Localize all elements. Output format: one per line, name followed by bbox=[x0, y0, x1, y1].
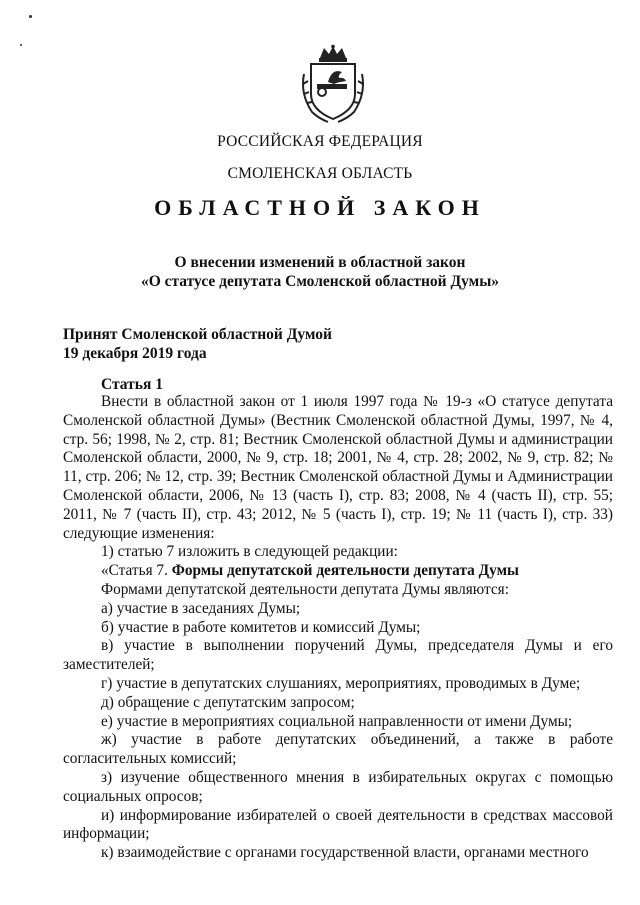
list-item: и) информирование избирателей о своей деятельности в средствах массовой информации; bbox=[63, 806, 613, 843]
list-item: д) обращение с депутатским запросом; bbox=[101, 693, 355, 711]
article-7-heading bbox=[63, 562, 613, 581]
article-7-title: Формы депутатской деятельности депутата Думы bbox=[171, 562, 519, 580]
list-item: б) участие в работе комитетов и комиссий Думы; bbox=[101, 618, 421, 636]
quote-prefix: «Статья 7. bbox=[101, 562, 172, 580]
list-item: з) изучение общественного мнения в избирательных округах с помощью социальных опросов; bbox=[63, 768, 613, 805]
law-subtitle-line-2: «О статусе депутата Смоленской областной Думы» bbox=[140, 273, 500, 290]
article-intro-paragraph: Внести в областной закон от 1 июля 1997 года № 19-з «О статусе депутата Смоленской областной Думы» (Вестник Смоленской областной Думы, 1997, № 4, стр. 56; 1998, № 2, стр. 81; Вестник Смоленской областной Думы и администрации Смоленской области, 2000, № 9, стр. 18; 2001, № 4, стр. 28; 2002, № 9, стр. 82; № 11, стр. 206; № 12, стр. 39; Вестник Смоленской областной Думы и Администрации Смоленской области, 2006, № 13 (часть I), стр. 83; 2008, № 4 (часть II), стр. 55; 2011, № 7 (часть II), стр. 43; 2012, № 5 (часть I), стр. 19; № 11 (часть I), стр. 33) следующие изменения: bbox=[63, 393, 613, 542]
list-item: г) участие в депутатских слушаниях, мероприятиях, проводимых в Думе; bbox=[101, 674, 581, 692]
forms-intro-paragraph: Формами депутатской деятельности депутата Думы являются: bbox=[101, 580, 509, 598]
list-item: а) участие в заседаниях Думы; bbox=[101, 599, 301, 617]
scan-speck bbox=[29, 15, 32, 18]
change-1-paragraph: 1) статью 7 изложить в следующей редакции: bbox=[101, 543, 398, 561]
accepted-date: 19 декабря 2019 года bbox=[63, 345, 207, 362]
scan-speck bbox=[20, 44, 22, 46]
list-item: в) участие в выполнении поручений Думы, председателя Думы и его заместителей; bbox=[63, 637, 613, 674]
article-body bbox=[63, 393, 613, 863]
list-item: к) взаимодействие с органами государственной власти, органами местного bbox=[101, 844, 589, 862]
article-title: Статья 1 bbox=[101, 376, 163, 393]
law-type-title: ОБЛАСТНОЙ ЗАКОН bbox=[154, 195, 486, 220]
law-subtitle-line-1: О внесении изменений в областной закон bbox=[174, 254, 466, 271]
region-heading: СМОЛЕНСКАЯ ОБЛАСТЬ bbox=[227, 165, 413, 182]
accepted-by: Принят Смоленской областной Думой bbox=[63, 326, 332, 343]
country-heading: РОССИЙСКАЯ ФЕДЕРАЦИЯ bbox=[217, 133, 423, 150]
smolensk-coat-of-arms-icon bbox=[298, 44, 368, 124]
list-item: ж) участие в работе депутатских объединений, а также в работе согласительных комиссий; bbox=[63, 731, 613, 768]
list-item: е) участие в мероприятиях социальной направленности от имени Думы; bbox=[101, 712, 573, 730]
